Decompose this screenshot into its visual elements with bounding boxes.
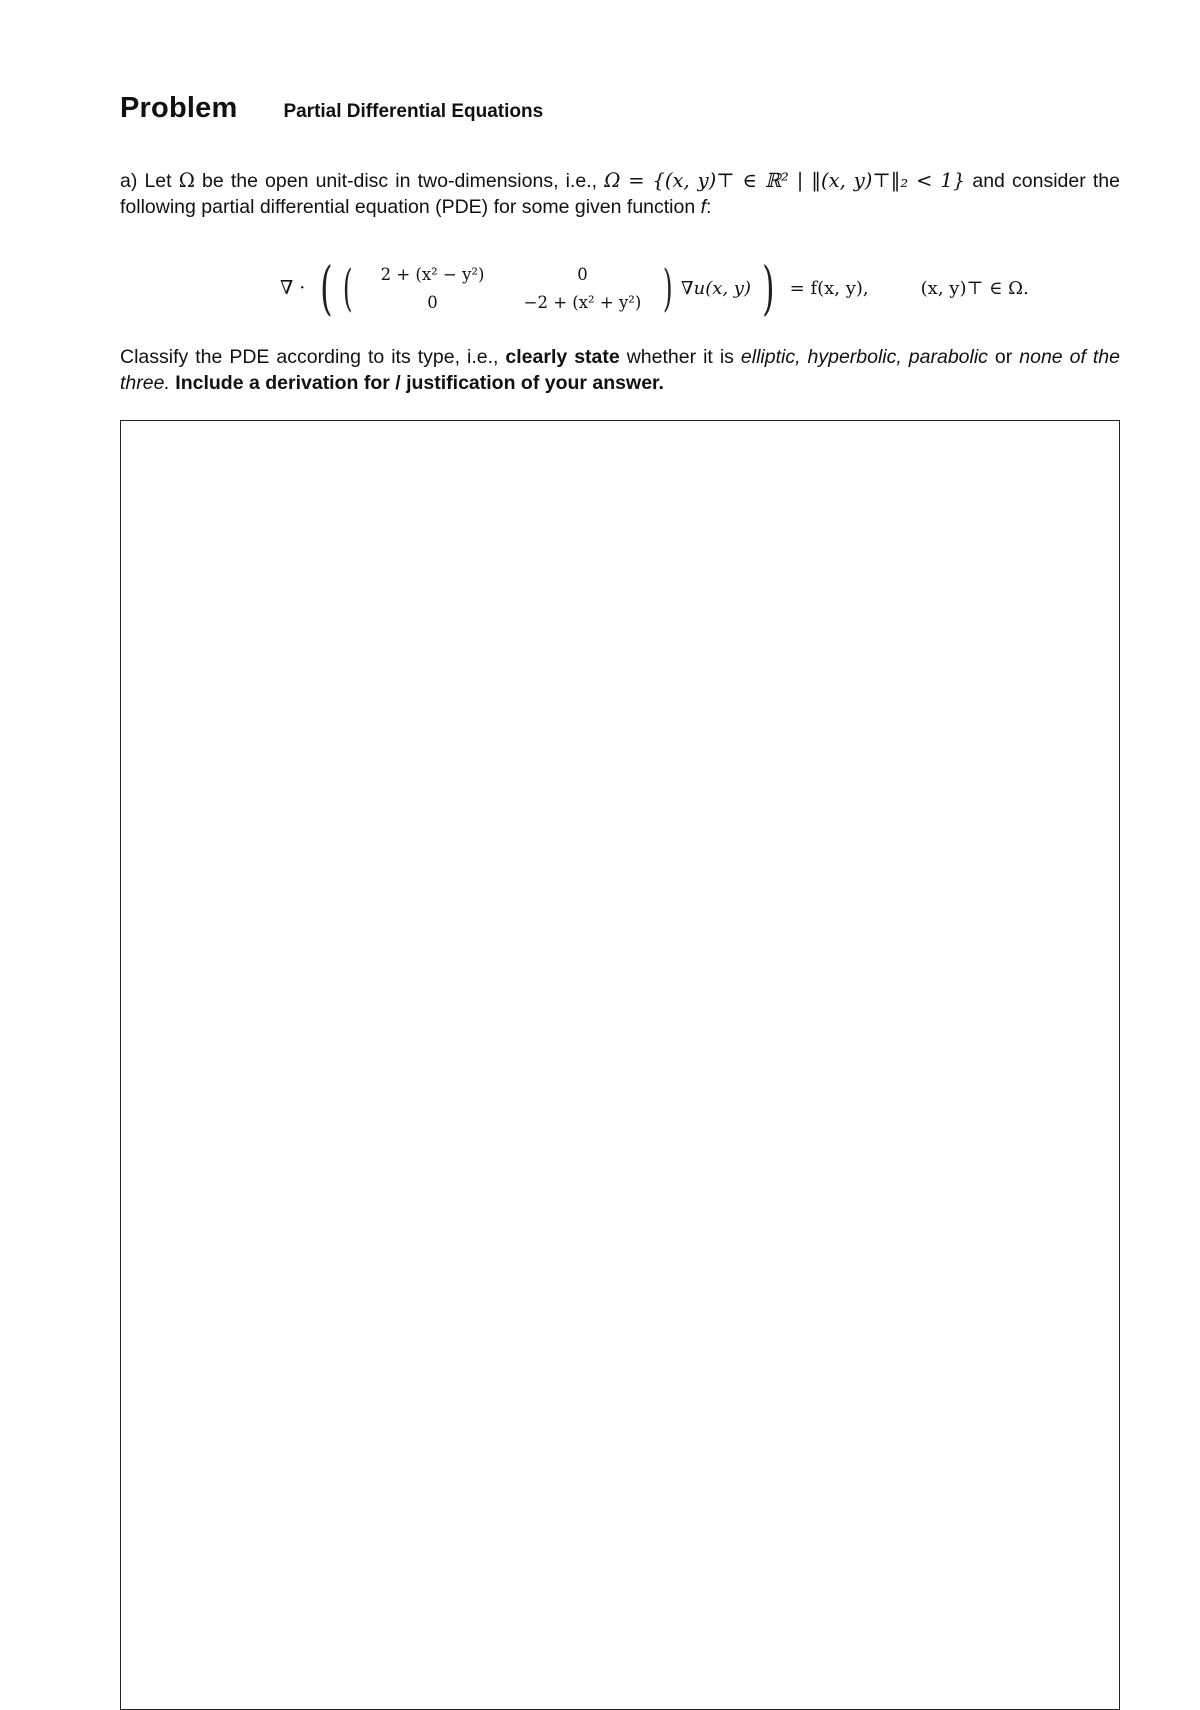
classify-text-1: Classify the PDE according to its type, i.e., <box>120 346 506 368</box>
domain-set-definition: Ω = {(x, y)⊤ ∈ ℝ² | ‖(x, y)⊤‖₂ < 1} <box>604 169 966 192</box>
outer-left-paren: ( <box>320 254 333 322</box>
matrix-entry-11: 2 + (x² − y²) <box>380 264 485 284</box>
part-a-intro-1: a) Let <box>120 170 179 192</box>
classify-derivation-request: Include a derivation for / justification of your answer. <box>175 372 664 394</box>
part-a-statement <box>120 168 1120 220</box>
part-a-intro-2: be the open unit-disc in two-dimensions, i.e., <box>194 170 605 192</box>
classify-text-3: whether it is <box>619 346 741 368</box>
part-a-intro-3: and consider the following partial differential equation (PDE) for some given function <box>120 170 1120 218</box>
matrix-entry-21: 0 <box>427 292 438 312</box>
matrix-entry-22: −2 + (x² + y²) <box>523 292 642 312</box>
classify-none: none of the three. <box>120 346 1120 394</box>
classify-clearly-state: clearly state <box>505 346 620 368</box>
function-f: f <box>700 196 707 218</box>
problem-subtitle: Partial Differential Equations <box>283 101 544 122</box>
matrix-left-paren: ( <box>342 259 353 317</box>
matrix-right-paren: ) <box>662 259 673 317</box>
classify-instruction <box>120 344 1120 396</box>
classify-text-5: or <box>987 346 1020 368</box>
matrix-entry-12: 0 <box>577 264 588 284</box>
pde-equation <box>280 248 1029 328</box>
omega-symbol: Ω <box>178 169 195 192</box>
divergence-operator: ∇ · <box>280 277 306 299</box>
problem-title: Problem <box>120 92 238 124</box>
problem-header <box>120 92 543 125</box>
coefficient-matrix <box>358 260 658 316</box>
equation-domain: (x, y)⊤ ∈ Ω. <box>920 277 1029 299</box>
equation-rhs: = f(x, y), <box>789 277 869 299</box>
outer-right-paren: ) <box>762 254 775 322</box>
part-a-intro-4: : <box>706 196 712 218</box>
gradient-u: ∇u(x, y) <box>681 277 752 299</box>
answer-box[interactable] <box>120 420 1120 1710</box>
classify-types: elliptic, hyperbolic, parabolic <box>740 346 988 368</box>
